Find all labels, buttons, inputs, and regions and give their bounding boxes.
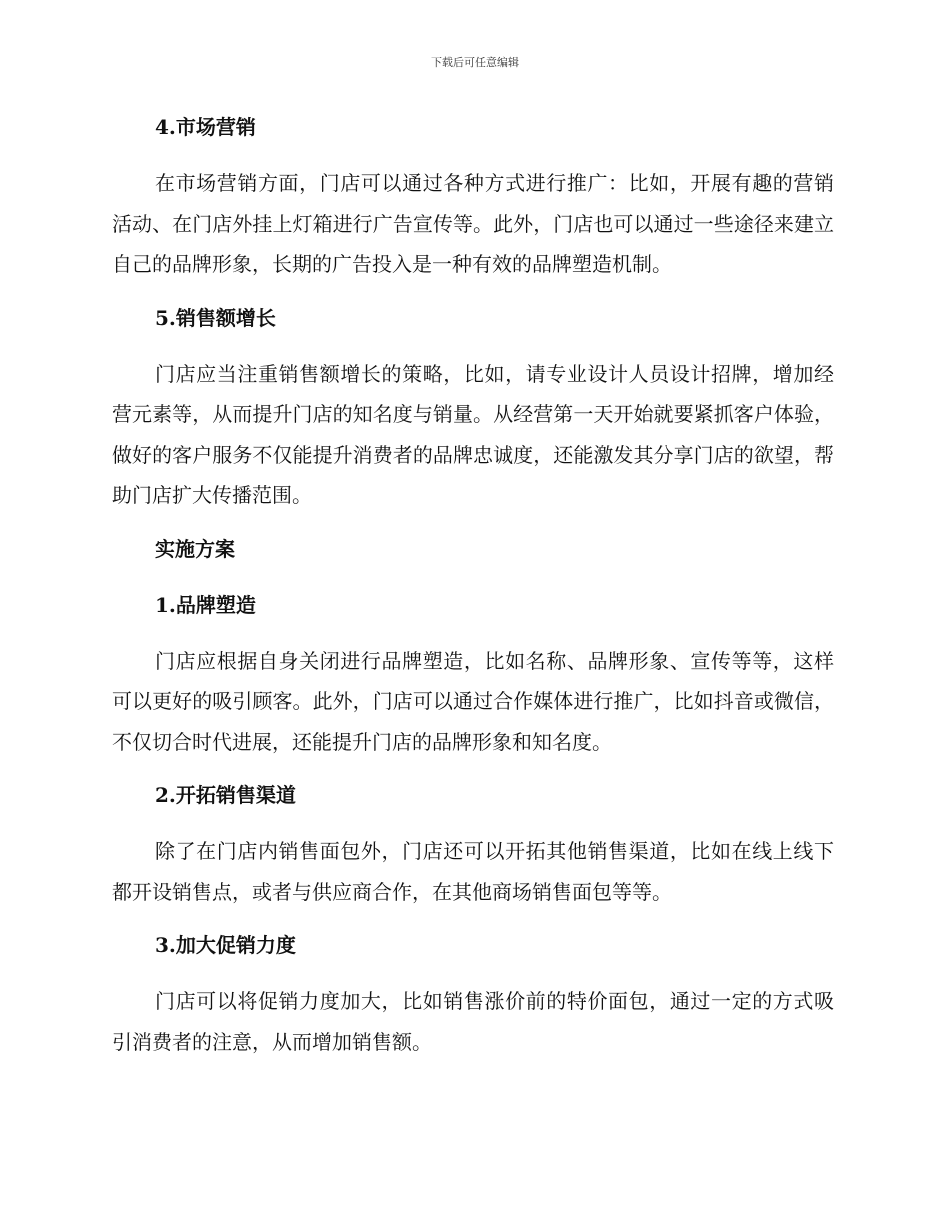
page-header: 下载后可任意编辑	[431, 56, 519, 69]
section-heading-brand-building: 1.品牌塑造	[155, 592, 256, 617]
section-heading-marketing: 4.市场营销	[155, 115, 256, 139]
section-paragraph-sales-growth: 门店应当注重销售额增长的策略，比如，请专业设计人员设计招牌，增加经营元素等，从而提升门店的知名度与销量。从经营第一天开始就要紧抓客户体验，做好的客户服务不仅能提升消费者的品牌忠诚度，还能激发其分享门店的欲望，帮助门店扩大传播范围。	[112, 361, 834, 507]
section-paragraph-marketing: 在市场营销方面，门店可以通过各种方式进行推广：比如，开展有趣的营销活动、在门店外挂上灯箱进行广告宣传等。此外，门店也可以通过一些途径来建立自己的品牌形象，长期的广告投入是一种有效的品牌塑造机制。	[112, 171, 834, 276]
section-heading-sales-channels: 2.开拓销售渠道	[155, 783, 296, 807]
section-heading-sales-growth: 5.销售额增长	[155, 305, 276, 330]
document-body	[112, 104, 834, 1062]
section-heading-promotion: 3.加大促销力度	[155, 933, 296, 957]
section-paragraph-promotion: 门店可以将促销力度加大，比如销售涨价前的特价面包，通过一定的方式吸引消费者的注意，从而增加销售额。	[112, 989, 834, 1054]
section-paragraph-sales-channels: 除了在门店内销售面包外，门店还可以开拓其他销售渠道，比如在线上线下都开设销售点，或者与供应商合作，在其他商场销售面包等等。	[112, 839, 834, 904]
section-heading-implementation: 实施方案	[155, 536, 235, 561]
section-paragraph-brand-building: 门店应根据自身关闭进行品牌塑造，比如名称、品牌形象、宣传等等，这样可以更好的吸引顾客。此外，门店可以通过合作媒体进行推广，比如抖音或微信，不仅切合时代进展，还能提升门店的品牌形象和知名度。	[112, 648, 834, 754]
